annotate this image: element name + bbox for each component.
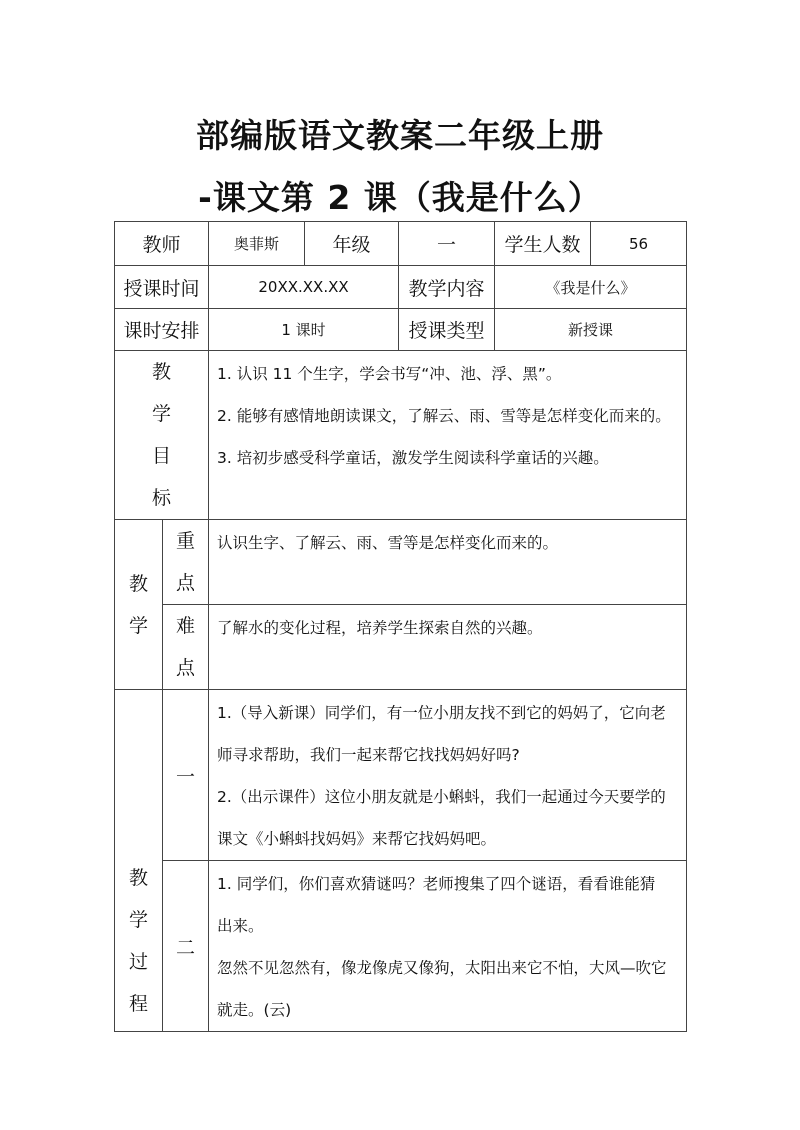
document-title: 部编版语文教案二年级上册: [196, 116, 604, 155]
step-2-content: 1. 同学们，你们喜欢猜谜吗？老师搜集了四个谜语，看看谁能猜 出来。 忽然不见忽然有，像龙像虎又像狗，太阳出来它不怕，大风—吹它 就走。(云): [209, 861, 687, 1032]
info-row-2: [115, 266, 687, 309]
goals-row: [115, 351, 687, 520]
process-step-1-row: [115, 690, 687, 861]
info-row-3: [115, 309, 687, 351]
key-point-row: [115, 520, 687, 605]
content-value: 《我是什么》: [495, 266, 687, 309]
document-subtitle: -课文第 2 课（我是什么）: [198, 178, 602, 217]
goals-content: [209, 351, 687, 520]
period-value: 1 课时: [209, 309, 399, 351]
grade-value: 一: [399, 222, 495, 266]
difficult-point-row: [115, 605, 687, 690]
step-1-label: 一: [163, 690, 209, 861]
type-value: 新授课: [495, 309, 687, 351]
goal-item: 2. 能够有感情地朗读课文，了解云、雨、雪等是怎样变化而来的。: [217, 407, 671, 425]
students-value: 56: [591, 222, 687, 266]
lesson-plan-table: [114, 221, 687, 1032]
info-row-1: [115, 222, 687, 266]
goal-item: 3. 培初步感受科学童话，激发学生阅读科学童话的兴趣。: [217, 449, 609, 467]
grade-label: 年级: [305, 222, 399, 266]
step-1-content: 1.（导入新课）同学们，有一位小朋友找不到它的妈妈了，它向老 师寻求帮助，我们一起来帮它找找妈妈好吗? 2.（出示课件）这位小朋友就是小蝌蚪，我们一起通过今天要学的 课文《小蝌蚪找妈妈》来帮它找妈妈吧。: [209, 690, 687, 861]
difficult-point-text: 了解水的变化过程，培养学生探索自然的兴趣。: [209, 605, 687, 690]
period-label: 课时安排: [115, 309, 209, 351]
focus-label: 教 学: [115, 520, 163, 690]
key-point-text: 认识生字、了解云、雨、雪等是怎样变化而来的。: [209, 520, 687, 605]
process-label: 教 学 过 程: [115, 690, 163, 1032]
type-label: 授课类型: [399, 309, 495, 351]
teacher-label: 教师: [115, 222, 209, 266]
teacher-value: 奥菲斯: [209, 222, 305, 266]
time-label: 授课时间: [115, 266, 209, 309]
step-2-label: 二: [163, 861, 209, 1032]
process-step-2-row: [115, 861, 687, 1032]
goals-label: 教 学 目 标: [115, 351, 209, 520]
time-value: 20XX.XX.XX: [209, 266, 399, 309]
students-label: 学生人数: [495, 222, 591, 266]
content-label: 教学内容: [399, 266, 495, 309]
goal-item: 1. 认识 11 个生字，学会书写“冲、池、浮、黑”。: [217, 365, 562, 383]
key-point-label: 重 点: [163, 520, 209, 605]
difficult-point-label: 难 点: [163, 605, 209, 690]
